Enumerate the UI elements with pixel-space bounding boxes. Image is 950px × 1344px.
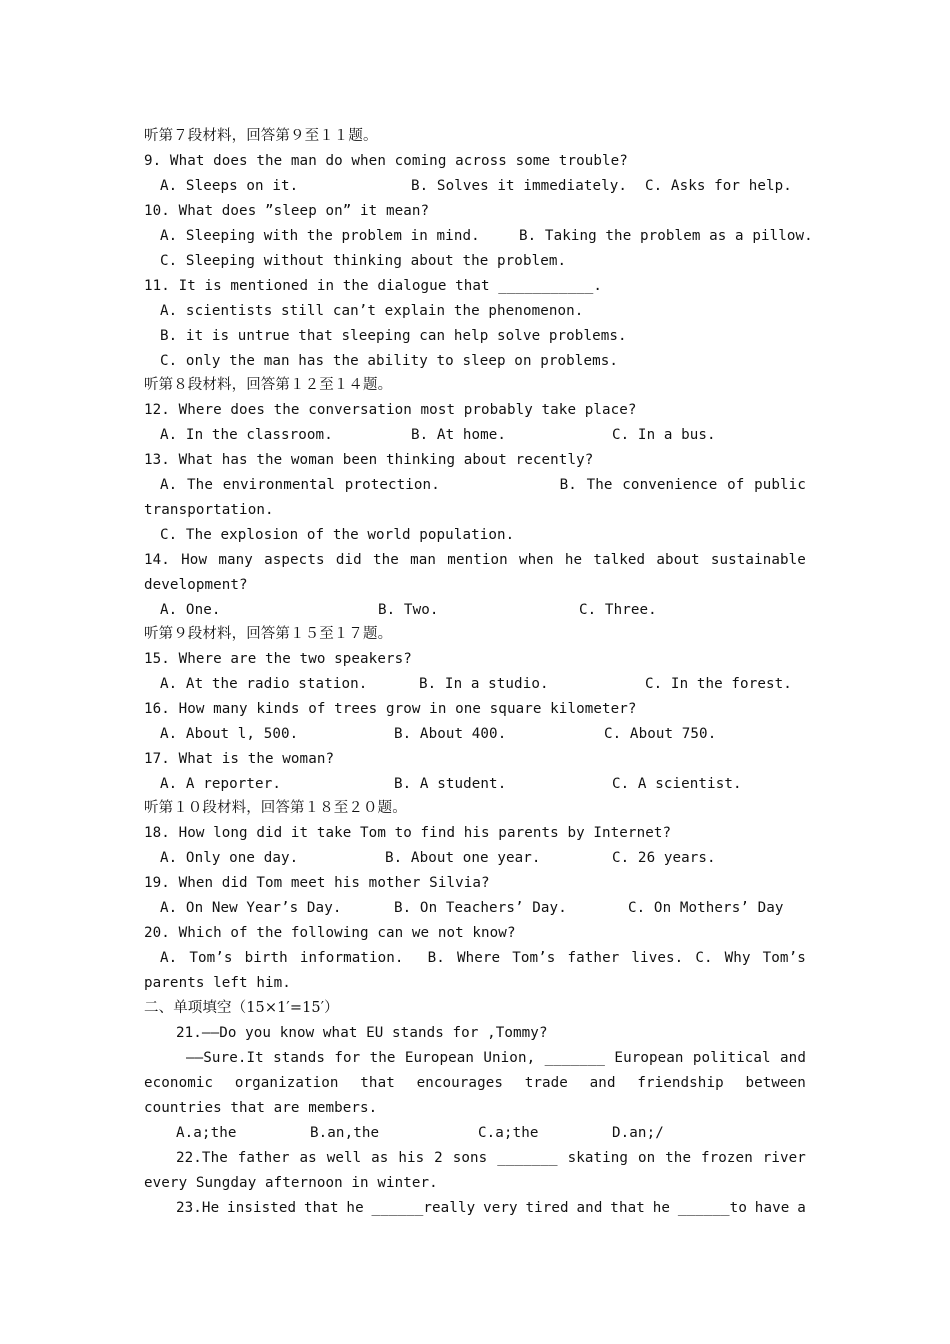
option-c: C.a;the — [478, 1125, 539, 1141]
option-c: C. Three. — [579, 602, 657, 618]
option-c: C. Sleeping without thinking about the problem. — [160, 253, 567, 269]
option-b: B. Taking the problem as a pillow. — [519, 228, 813, 244]
option-c: C. The explosion of the world population. — [160, 527, 515, 543]
section-heading: 听第７段材料，回答第９至１１题。 — [144, 128, 378, 144]
line-continuation: countries that are members. — [144, 1100, 378, 1116]
justified-line: 14. How many aspects did the man mention when he talked about sustainable — [144, 552, 806, 568]
question-stem: 10. What does ”sleep on” it mean? — [144, 203, 430, 219]
option-b: B. In a studio. — [419, 676, 549, 692]
option-b: B. About one year. — [385, 850, 541, 866]
question-stem: 19. When did Tom meet his mother Silvia? — [144, 875, 490, 891]
question-stem: 18. How long did it take Tom to find his parents by Internet? — [144, 825, 672, 841]
option-b: B. On Teachers’ Day. — [394, 900, 567, 916]
part-heading: 二、单项填空（15×1′=15′） — [144, 1000, 339, 1016]
line-continuation: development? — [144, 577, 248, 593]
justified-line: ——Sure.It stands for the European Union, _______ European political and — [186, 1050, 806, 1066]
option-a: A. Only one day. — [160, 850, 299, 866]
option-a: A. Sleeps on it. — [160, 178, 299, 194]
question-stem: 15. Where are the two speakers? — [144, 651, 412, 667]
option-c: C. Asks for help. — [645, 178, 792, 194]
line-continuation: transportation. — [144, 502, 274, 518]
line-continuation: every Sungday afternoon in winter. — [144, 1175, 438, 1191]
option-b: B. At home. — [411, 427, 507, 443]
question-stem: 21.——Do you know what EU stands for ,Tommy? — [176, 1025, 548, 1041]
section-heading: 听第８段材料，回答第１２至１４题。 — [144, 377, 393, 393]
option-a: A.a;the — [176, 1125, 237, 1141]
option-b: B. About 400. — [394, 726, 507, 742]
section-heading: 听第９段材料，回答第１５至１７题。 — [144, 626, 393, 642]
option-a: A. A reporter. — [160, 776, 281, 792]
question-stem: 17. What is the woman? — [144, 751, 335, 767]
question-stem: 16. How many kinds of trees grow in one square kilometer? — [144, 701, 637, 717]
option-c: C. only the man has the ability to sleep on problems. — [160, 353, 619, 369]
option-b: B. Solves it immediately. — [411, 178, 628, 194]
option-c: C. In the forest. — [645, 676, 792, 692]
justified-line: economic organization that encourages trade and friendship between — [144, 1075, 806, 1091]
justified-line: A. The environmental protection. B. The convenience of public — [160, 477, 806, 493]
section-heading: 听第１０段材料，回答第１８至２０题。 — [144, 800, 407, 816]
option-a: A. About l, 500. — [160, 726, 299, 742]
question-stem: 12. Where does the conversation most probably take place? — [144, 402, 637, 418]
option-d: D.an;/ — [612, 1125, 664, 1141]
option-b: B.an,the — [310, 1125, 380, 1141]
question-stem: 11. It is mentioned in the dialogue that ___________. — [144, 278, 603, 294]
option-a: A. In the classroom. — [160, 427, 333, 443]
option-c: C. In a bus. — [612, 427, 716, 443]
option-a: A. One. — [160, 602, 221, 618]
option-a: A. Sleeping with the problem in mind. — [160, 228, 480, 244]
justified-line: 23.He insisted that he ______really very tired and that he ______to have a — [176, 1200, 806, 1216]
option-b: B. it is untrue that sleeping can help solve problems. — [160, 328, 627, 344]
question-stem: 9. What does the man do when coming across some trouble? — [144, 153, 628, 169]
option-a: A. scientists still can’t explain the phenomenon. — [160, 303, 584, 319]
option-b: B. Two. — [378, 602, 439, 618]
question-stem: 13. What has the woman been thinking about recently? — [144, 452, 594, 468]
option-b: B. A student. — [394, 776, 507, 792]
justified-line: 22.The father as well as his 2 sons _______ skating on the frozen river — [176, 1150, 806, 1166]
option-c: C. 26 years. — [612, 850, 716, 866]
justified-line: A. Tom’s birth information. B. Where Tom’s father lives. C. Why Tom’s — [160, 950, 806, 966]
option-a: A. On New Year’s Day. — [160, 900, 342, 916]
option-a: A. At the radio station. — [160, 676, 368, 692]
option-c: C. On Mothers’ Day — [628, 900, 784, 916]
question-stem: 20. Which of the following can we not know? — [144, 925, 516, 941]
line-continuation: parents left him. — [144, 975, 291, 991]
option-c: C. About 750. — [604, 726, 717, 742]
option-c: C. A scientist. — [612, 776, 742, 792]
